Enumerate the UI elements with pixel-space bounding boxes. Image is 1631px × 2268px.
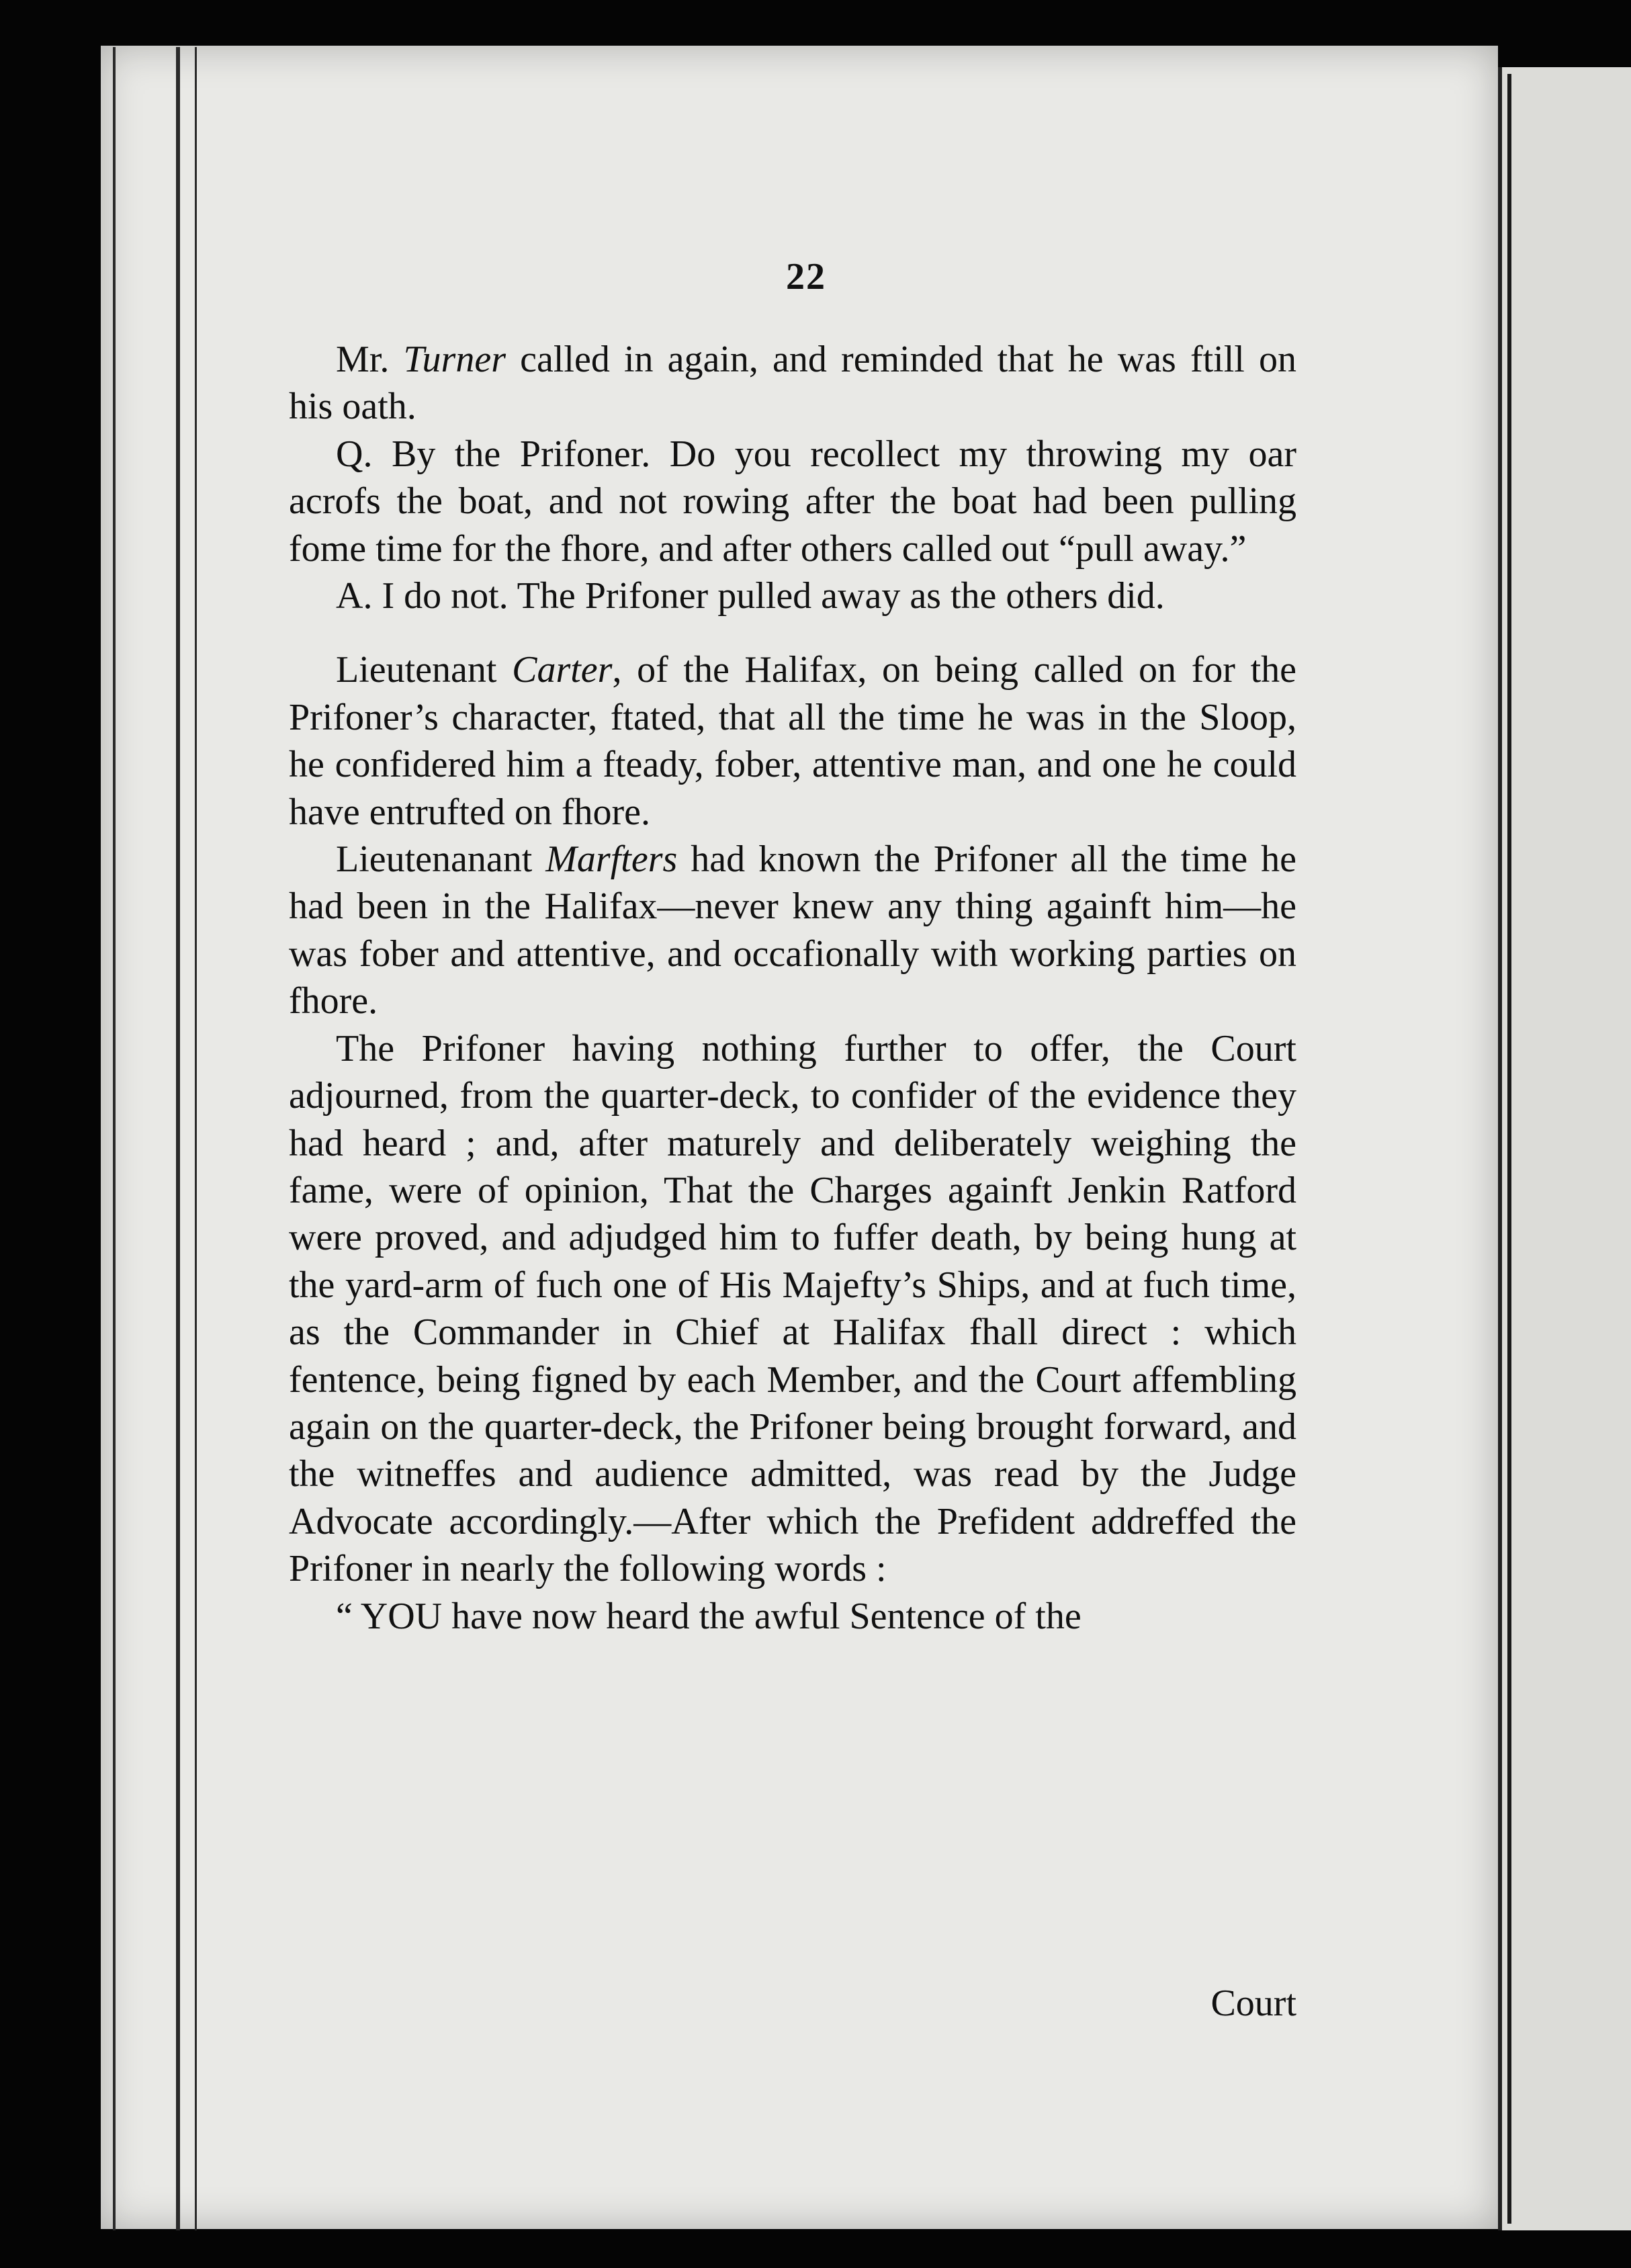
page-border-line bbox=[113, 47, 116, 2230]
paragraph-text: Q. By the Prifoner. Do you recollect my throwing my oar acrofs the boat, and not rowing after the boat had been pulling fome time for the fhore, and after others called out “pull away.” bbox=[289, 433, 1296, 570]
paragraph-question bbox=[289, 431, 1296, 572]
paragraph-text: Mr. bbox=[336, 339, 404, 380]
italic-name: Carter bbox=[512, 649, 613, 691]
paragraph-text: , of the Halifax, on being called on for the Prifoner’s character, ftated, that all the time he was in the Sloop, he confidered him a fteady, fober, attentive man, and one he could have entrufted on fhore. bbox=[289, 649, 1296, 833]
body-text bbox=[289, 336, 1296, 1640]
page-border-line bbox=[176, 47, 180, 2230]
paragraph-text: Lieutenanant bbox=[336, 838, 546, 881]
paragraph-verdict bbox=[289, 1025, 1296, 1593]
page-number: 22 bbox=[786, 256, 826, 298]
facing-page-edge bbox=[1498, 67, 1631, 2230]
paragraph-text: called in again, and reminded that he was ftill on his oath. bbox=[289, 339, 1296, 428]
paragraph-carter bbox=[289, 646, 1296, 836]
paragraph-text: A. I do not. The Prifoner pulled away as the others did. bbox=[336, 575, 1165, 617]
page-border-line bbox=[195, 47, 197, 2230]
italic-name: Marfters bbox=[545, 838, 678, 881]
italic-name: Turner bbox=[403, 339, 506, 380]
paragraph-text: had known the Prifoner all the time he had been in the Halifax—never knew any thing againft him—he was fober and attentive, and occafionally with working parties on fhore. bbox=[289, 838, 1296, 1022]
gutter-line bbox=[1507, 74, 1511, 2224]
paragraph-text: Lieutenant bbox=[336, 649, 513, 691]
paragraph-text: The Prifoner having nothing further to offer, the Court adjourned, from the quarter-deck, to confider of the evidence they had heard ; and, after maturely and deliberately weighing the fame, were of opinion, That the Charges againft Jenkin Ratford were proved, and adjudged him to fuffer death, by being hung at the yard-arm of fuch one of His Majefty’s Ships, and at fuch time, as the Commander in Chief at Halifax fhall direct : which fentence, being figned by each Member, and the Court affembling again on the quarter-deck, the Prifoner being brought forward, and the witneffes and audience admitted, was read by the Judge Advocate accordingly.—After which the Prefident addreffed the Prifoner in nearly the following words : bbox=[289, 1027, 1296, 1590]
paragraph-answer bbox=[289, 572, 1296, 619]
paragraph-text: “ YOU have now heard the awful Sentence of the bbox=[336, 1595, 1082, 1637]
paragraph-marsters bbox=[289, 836, 1296, 1025]
paragraph-turner bbox=[289, 336, 1296, 431]
catchword: Court bbox=[1210, 1982, 1296, 2024]
paragraph-sentence bbox=[289, 1593, 1296, 1640]
